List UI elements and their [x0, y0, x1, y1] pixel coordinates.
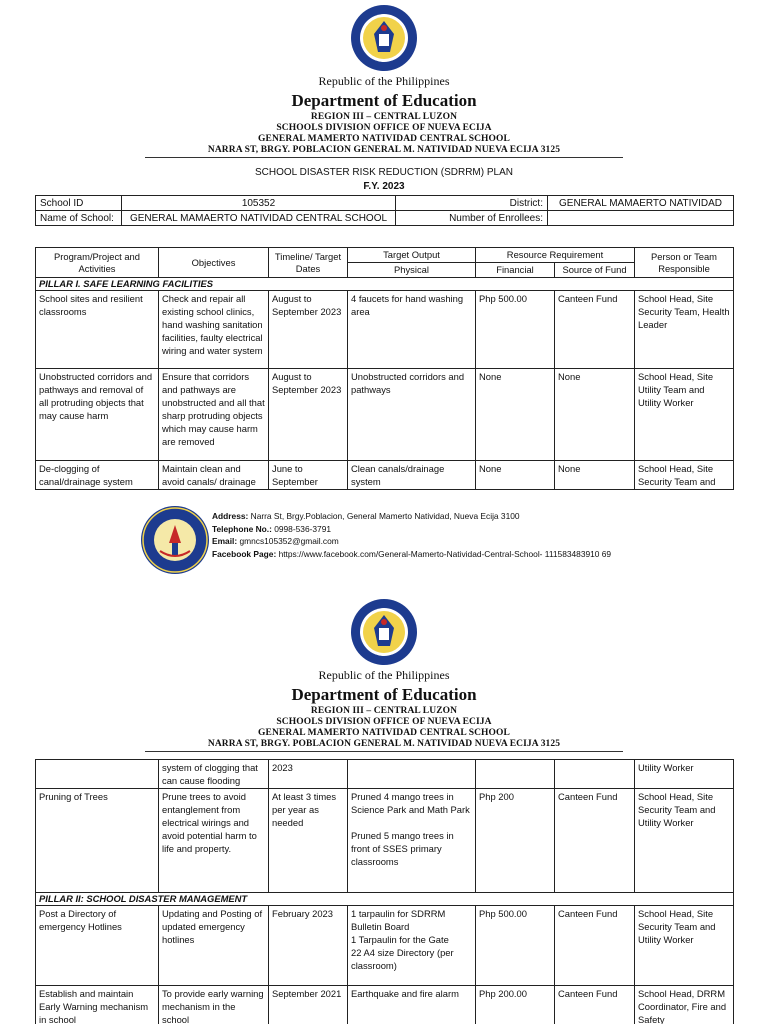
cell-source: Canteen Fund — [555, 906, 635, 986]
cell-financial: Php 500.00 — [476, 906, 555, 986]
col-target-output: Target Output — [348, 248, 476, 263]
letterhead — [0, 74, 768, 156]
school-id-label: School ID — [36, 196, 122, 211]
header-divider — [145, 751, 623, 752]
cell-objectives: Maintain clean and avoid canals/ drainage — [159, 461, 269, 490]
letterhead — [0, 668, 768, 750]
address-label: Address: — [212, 511, 249, 521]
header-divider — [145, 157, 623, 158]
cell-objectives: Check and repair all existing school clinics, hand washing sanitation facilities, faulty electrical wiring and water system — [159, 291, 269, 369]
physical-line: Pruned 4 mango trees in Science Park and Math Park — [351, 791, 470, 815]
contact-block — [212, 510, 611, 560]
cell-source: None — [555, 461, 635, 490]
district-label: District: — [396, 196, 548, 211]
cell-source: Canteen Fund — [555, 789, 635, 893]
table-row — [36, 986, 734, 1024]
cell-objectives: system of clogging that can cause flooding — [159, 760, 269, 789]
col-resource: Resource Requirement — [476, 248, 635, 263]
school-text: GENERAL MAMERTO NATIVIDAD CENTRAL SCHOOL — [258, 134, 510, 144]
school-name-value: GENERAL MAMAERTO NATIVIDAD CENTRAL SCHOOL — [122, 211, 396, 226]
col-financial: Financial — [476, 263, 555, 278]
cell-person: School Head, Site Utility Team and Utility Worker — [635, 369, 734, 461]
physical-line: 1 tarpaulin for SDRRM Bulletin Board — [351, 908, 446, 932]
cell-person: School Head, Site Security Team and Utility Worker — [635, 906, 734, 986]
cell-person: Utility Worker — [635, 760, 734, 789]
cell-objectives: To provide early warning mechanism in the school — [159, 986, 269, 1024]
region-text: REGION III – CENTRAL LUZON — [310, 706, 458, 716]
cell-physical: Unobstructed corridors and pathways — [348, 369, 476, 461]
cell-timeline: August to September 2023 — [269, 291, 348, 369]
pillar-heading: PILLAR II: SCHOOL DISASTER MANAGEMENT — [36, 893, 734, 906]
plan-title: SCHOOL DISASTER RISK REDUCTION (SDRRM) PLAN — [255, 167, 513, 178]
cell-program: De-clogging of canal/drainage system — [36, 461, 159, 490]
cell-objectives: Prune trees to avoid entanglement from electrical wirings and avoid potential harm to life and property. — [159, 789, 269, 893]
cell-physical — [348, 789, 476, 893]
division-text: SCHOOLS DIVISION OFFICE OF NUEVA ECIJA — [276, 123, 492, 133]
footer-address: Narra St, Brgy.Poblacion, General Mamerto Natividad, Nueva Ecija 3100 — [250, 511, 520, 521]
cell-timeline: 2023 — [269, 760, 348, 789]
cell-program — [36, 760, 159, 789]
deped-seal-icon — [350, 4, 418, 72]
cell-source: Canteen Fund — [555, 986, 635, 1024]
cell-person: School Head, Site Security Team and Utility Worker — [635, 789, 734, 893]
footer-facebook-link[interactable]: https://www.facebook.com/General-Mamerto-Natividad-Central-School- 111583483910 69 — [278, 548, 612, 559]
physical-line: Pruned 5 mango trees in front of SSES primary classrooms — [351, 830, 454, 867]
physical-line: 1 Tarpaulin for the Gate — [351, 934, 449, 945]
cell-timeline: At least 3 times per year as needed — [269, 789, 348, 893]
cell-financial: None — [476, 369, 555, 461]
cell-financial: None — [476, 461, 555, 490]
cell-program: School sites and resilient classrooms — [36, 291, 159, 369]
col-objectives: Objectives — [159, 248, 269, 278]
table-row — [36, 789, 734, 893]
cell-program: Unobstructed corridors and pathways and removal of all protruding objects that may cause harm — [36, 369, 159, 461]
cell-timeline: February 2023 — [269, 906, 348, 986]
col-timeline: Timeline/ Target Dates — [269, 248, 348, 278]
cell-timeline: September 2021 — [269, 986, 348, 1024]
cell-timeline: June to September — [269, 461, 348, 490]
enrollees-label: Number of Enrollees: — [396, 211, 548, 226]
footer-email[interactable]: gmncs105352@gmail.com — [239, 536, 339, 546]
sdrrm-plan-table-continued — [35, 759, 734, 1024]
cell-source: None — [555, 369, 635, 461]
cell-program: Post a Directory of emergency Hotlines — [36, 906, 159, 986]
republic-text: Republic of the Philippines — [318, 74, 450, 88]
table-row — [36, 760, 734, 789]
division-text: SCHOOLS DIVISION OFFICE OF NUEVA ECIJA — [276, 717, 492, 727]
cell-person: School Head, Site Security Team, Health Leader — [635, 291, 734, 369]
school-logo-icon — [140, 505, 210, 575]
cell-program: Pruning of Trees — [36, 789, 159, 893]
table-row — [36, 461, 734, 490]
pillar-heading: PILLAR I. SAFE LEARNING FACILITIES — [36, 278, 734, 291]
address-text: NARRA ST, BRGY. POBLACION GENERAL M. NATIVIDAD NUEVA ECIJA 3125 — [207, 739, 561, 749]
col-source: Source of Fund — [555, 263, 635, 278]
table-row — [36, 291, 734, 369]
cell-physical — [348, 906, 476, 986]
footer-telephone: 0998-536-3791 — [274, 523, 332, 534]
school-info-table — [35, 195, 734, 226]
school-text: GENERAL MAMERTO NATIVIDAD CENTRAL SCHOOL — [258, 728, 510, 738]
col-person: Person or Team Responsible — [635, 248, 734, 278]
cell-financial — [476, 760, 555, 789]
sdrrm-plan-table — [35, 247, 734, 490]
cell-timeline: August to September 2023 — [269, 369, 348, 461]
cell-financial: Php 200 — [476, 789, 555, 893]
cell-financial: Php 200.00 — [476, 986, 555, 1024]
physical-line: 22 A4 size Directory (per classroom) — [351, 947, 454, 971]
cell-person: School Head, DRRM Coordinator, Fire and Safety — [635, 986, 734, 1024]
region-text: REGION III – CENTRAL LUZON — [310, 112, 458, 122]
district-value: GENERAL MAMAERTO NATIVIDAD — [548, 196, 734, 211]
cell-financial: Php 500.00 — [476, 291, 555, 369]
cell-objectives: Updating and Posting of updated emergency hotlines — [159, 906, 269, 986]
telephone-label: Telephone No.: — [212, 523, 272, 534]
school-id-value: 105352 — [122, 196, 396, 211]
cell-physical: 4 faucets for hand washing area — [348, 291, 476, 369]
page-footer — [140, 505, 740, 579]
table-row — [36, 906, 734, 986]
email-label: Email: — [212, 536, 238, 546]
plan-fiscal-year: F.Y. 2023 — [363, 181, 405, 192]
address-text: NARRA ST, BRGY. POBLACION GENERAL M. NATIVIDAD NUEVA ECIJA 3125 — [207, 145, 561, 155]
cell-objectives: Ensure that corridors and pathways are unobstructed and all that sharp protruding objects which may cause harm are removed — [159, 369, 269, 461]
cell-program: Establish and maintain Early Warning mechanism in school — [36, 986, 159, 1024]
school-name-label: Name of School: — [36, 211, 122, 226]
cell-person: School Head, Site Security Team and — [635, 461, 734, 490]
deped-seal-icon — [350, 598, 418, 666]
col-physical: Physical — [348, 263, 476, 278]
cell-source: Canteen Fund — [555, 291, 635, 369]
cell-physical: Clean canals/drainage system — [348, 461, 476, 490]
republic-text: Republic of the Philippines — [318, 668, 450, 682]
facebook-label: Facebook Page: — [212, 548, 277, 559]
cell-physical: Earthquake and fire alarm — [348, 986, 476, 1024]
cell-source — [555, 760, 635, 789]
cell-physical — [348, 760, 476, 789]
col-program: Program/Project and Activities — [36, 248, 159, 278]
table-row — [36, 369, 734, 461]
department-title: Department of Education — [291, 91, 477, 110]
department-title: Department of Education — [291, 685, 477, 704]
enrollees-value — [548, 211, 734, 226]
